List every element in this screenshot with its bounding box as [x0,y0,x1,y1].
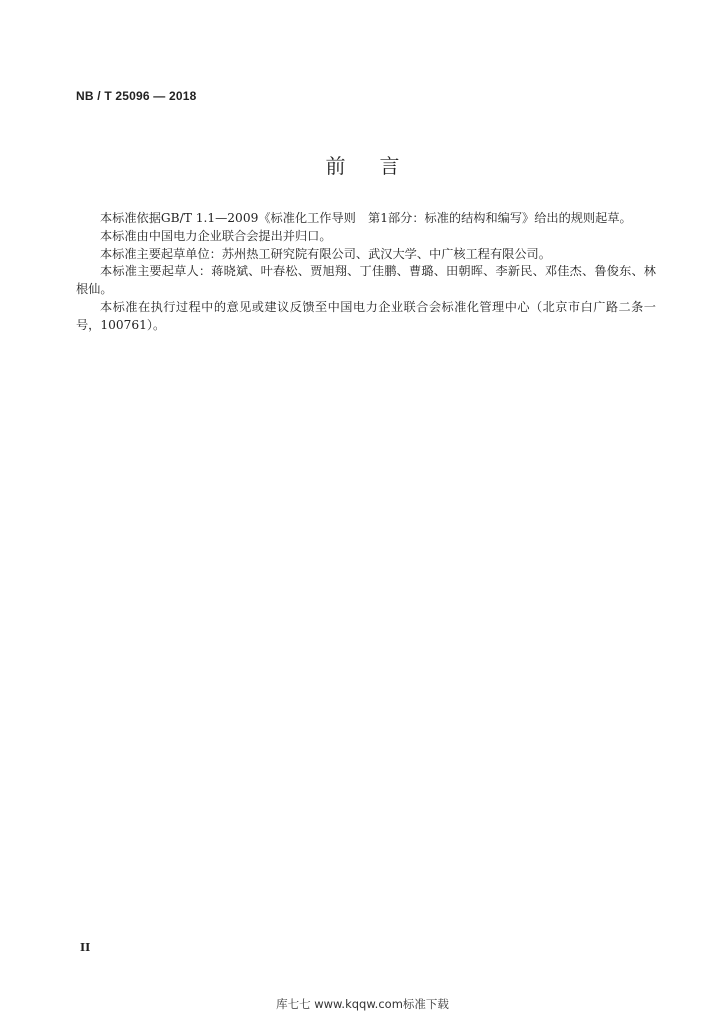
page-title: 前言 [325,154,434,178]
footer-watermark: 库七七 www.kqqw.com标准下载 [276,997,449,1011]
paragraph-proposer: 本标准由中国电力企业联合会提出并归口。 [100,228,332,243]
paragraph-feedback: 本标准在执行过程中的意见或建议反馈至中国电力企业联合会标准化管理中心（北京市白广路二条一号，100761）。 [76,299,656,332]
page-number: II [80,941,91,954]
paragraph-drafters: 本标准主要起草人：蒋晓斌、叶春松、贾旭翔、丁佳鹏、曹璐、田朝晖、李新民、邓佳杰、鲁俊东、林根仙。 [76,264,656,297]
foreword-body [76,210,656,335]
paragraph-drafting-rules: 本标准依据GB/T 1.1—2009《标准化工作导则 第1部分：标准的结构和编写》给出的规则起草。 [100,211,632,225]
standard-code: NB / T 25096 — 2018 [76,89,197,103]
paragraph-drafting-units: 本标准主要起草单位：苏州热工研究院有限公司、武汉大学、中广核工程有限公司。 [100,246,551,261]
